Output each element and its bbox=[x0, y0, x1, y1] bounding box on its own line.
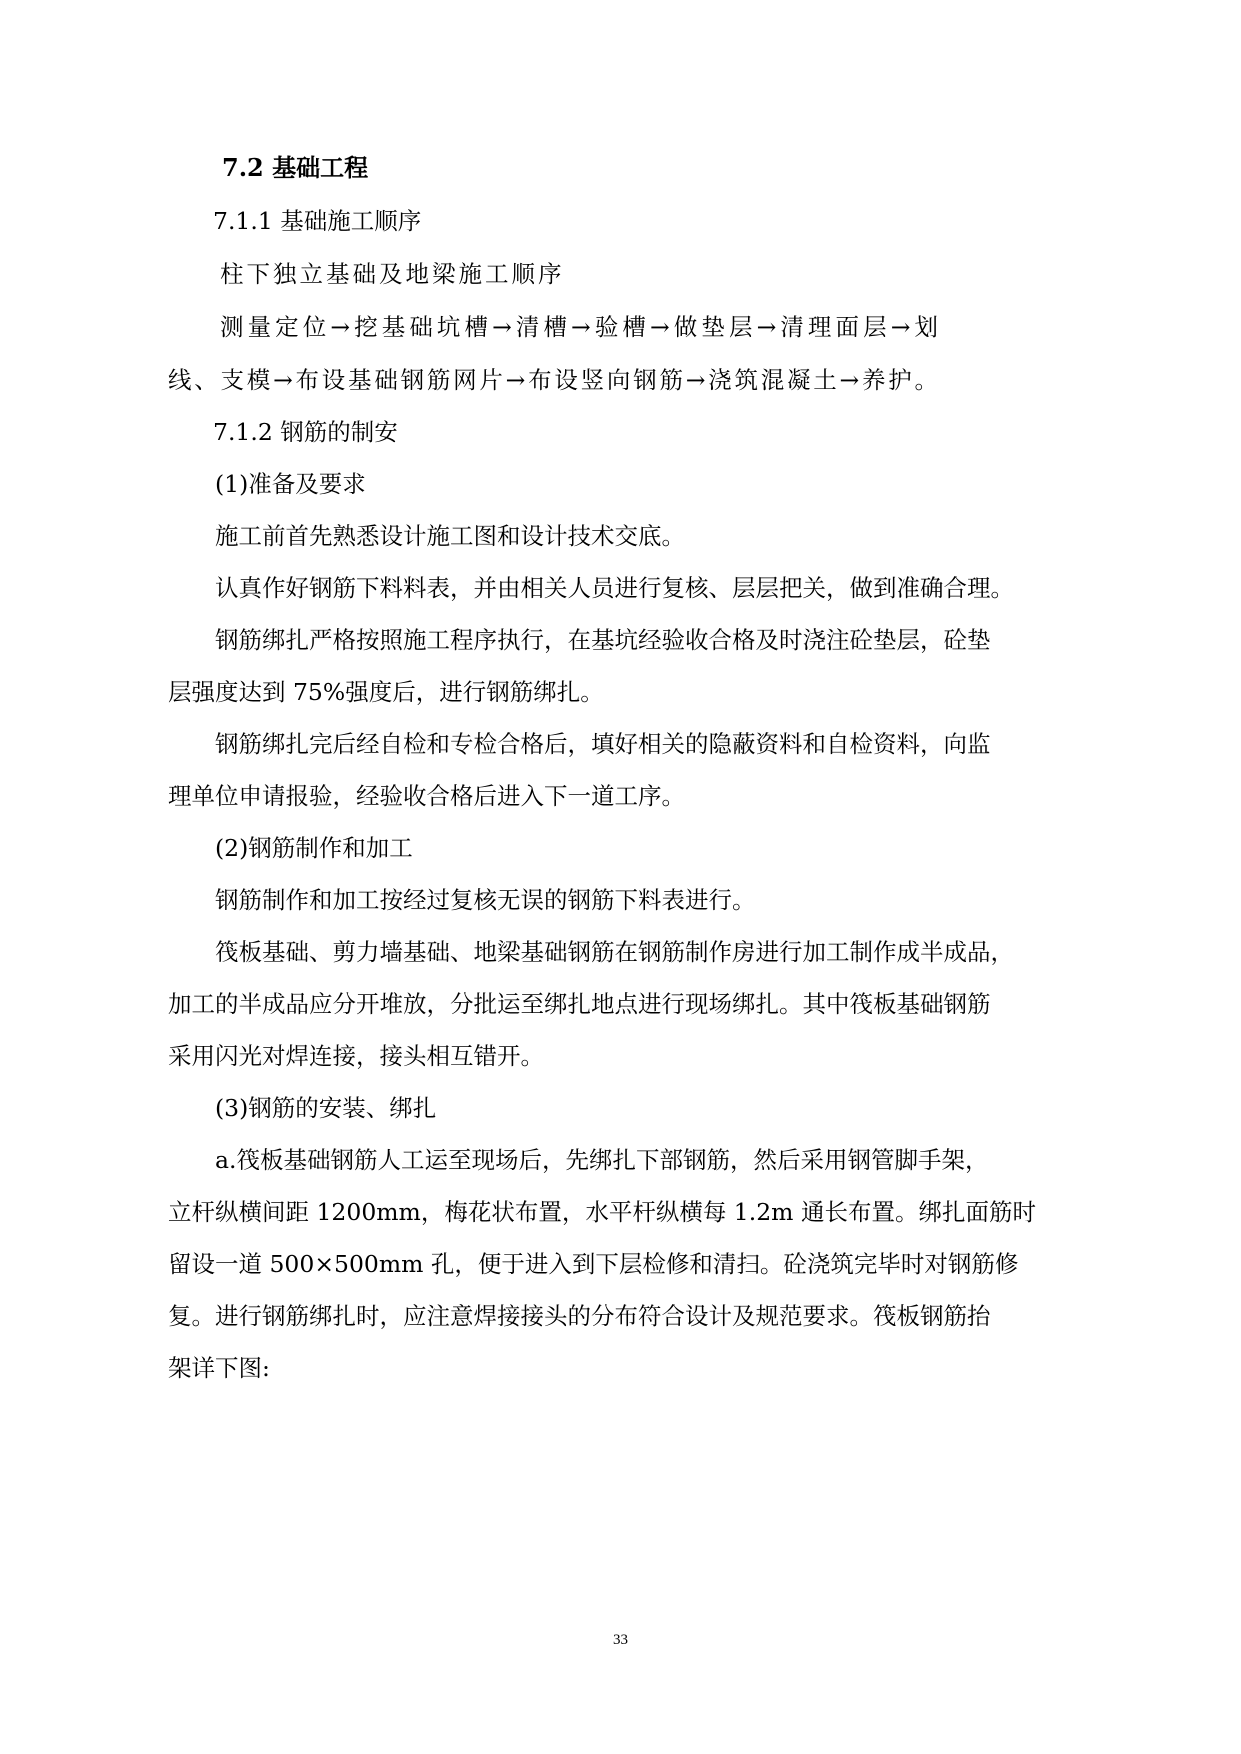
item-title: (3)钢筋的安装、绑扎 bbox=[215, 1094, 437, 1122]
paragraph-line: 架详下图: bbox=[168, 1354, 270, 1382]
paragraph-line: 柱下独立基础及地梁施工顺序 bbox=[220, 260, 565, 288]
paragraph-line: 加工的半成品应分开堆放，分批运至绑扎地点进行现场绑扎。其中筏板基础钢筋 bbox=[168, 990, 991, 1018]
paragraph-line: 筏板基础、剪力墙基础、地梁基础钢筋在钢筋制作房进行加工制作成半成品， bbox=[215, 938, 1014, 966]
paragraph-line: 认真作好钢筋下料料表，并由相关人员进行复核、层层把关，做到准确合理。 bbox=[215, 574, 1014, 602]
paragraph-line: 理单位申请报验，经验收合格后进入下一道工序。 bbox=[168, 782, 685, 810]
paragraph-line: 钢筋绑扎严格按照施工程序执行，在基坑经验收合格及时浇注砼垫层，砼垫 bbox=[215, 626, 991, 654]
paragraph-line: 钢筋绑扎完后经自检和专检合格后，填好相关的隐蔽资料和自检资料，向监 bbox=[215, 730, 991, 758]
paragraph-line: 留设一道 500×500mm 孔，便于进入到下层检修和清扫。砼浇筑完毕时对钢筋修 bbox=[168, 1250, 1019, 1278]
paragraph-line: 线、支模→布设基础钢筋网片→布设竖向钢筋→浇筑混凝土→养护。 bbox=[168, 366, 938, 394]
page-number: 33 bbox=[613, 1632, 628, 1648]
paragraph-line: 采用闪光对焊连接，接头相互错开。 bbox=[168, 1042, 544, 1070]
item-title: (2)钢筋制作和加工 bbox=[215, 834, 413, 862]
paragraph-line: 施工前首先熟悉设计施工图和设计技术交底。 bbox=[215, 522, 685, 550]
item-title: (1)准备及要求 bbox=[215, 470, 366, 498]
section-heading: 7.2 基础工程 bbox=[222, 153, 369, 182]
subsection-title: 7.1.1 基础施工顺序 bbox=[213, 207, 422, 235]
paragraph-line: 立杆纵横间距 1200mm，梅花状布置，水平杆纵横每 1.2m 通长布置。绑扎面筋时 bbox=[168, 1198, 1036, 1226]
paragraph-line: 层强度达到 75%强度后，进行钢筋绑扎。 bbox=[168, 678, 604, 706]
paragraph-line: 钢筋制作和加工按经过复核无误的钢筋下料表进行。 bbox=[215, 886, 756, 914]
paragraph-line: 测量定位→挖基础坑槽→清槽→验槽→做垫层→清理面层→划 bbox=[220, 313, 938, 341]
subsection-title: 7.1.2 钢筋的制安 bbox=[213, 418, 398, 446]
paragraph-line: 复。进行钢筋绑扎时，应注意焊接接头的分布符合设计及规范要求。筏板钢筋抬 bbox=[168, 1302, 991, 1330]
paragraph-line: a.筏板基础钢筋人工运至现场后，先绑扎下部钢筋，然后采用钢管脚手架， bbox=[215, 1146, 989, 1174]
